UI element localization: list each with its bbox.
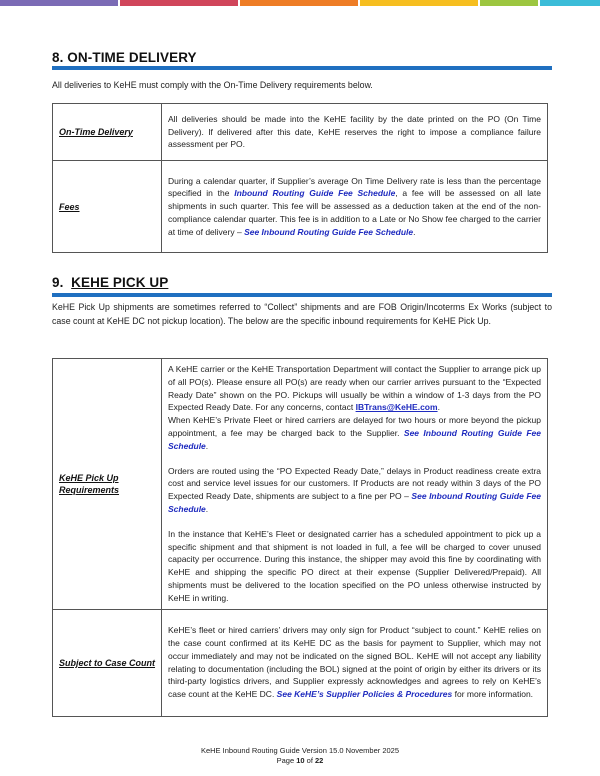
page-prefix: Page <box>276 756 297 765</box>
case-count-text: KeHE’s fleet or hired carriers’ drivers may only sign for Product “subject to count.” KeHE relies on the case count confirmed at its KeHE DC as the basis for payment to Supplier, which may not occur immediately and may not be indicated on the signed BOL. KeHE will not accept any liability relating to documentation (including the BOL) signed at the point of origin by either its drivers or its third-party logistics drivers, and Supplier expressly acknowledges and agrees to rely on KeHE’s case count at the KeHE DC. <box>168 625 541 700</box>
row-label-pickup-requirements: KeHE Pick Up Requirements <box>53 359 162 610</box>
color-bar-segment <box>540 0 600 6</box>
pickup-paragraph <box>168 363 541 414</box>
pickup-text: . <box>205 503 209 514</box>
fee-schedule-link[interactable]: See Inbound Routing Guide Fee Schedule <box>244 226 414 237</box>
paragraph-gap <box>168 516 541 528</box>
row-label-case-count: Subject to Case Count <box>53 609 162 716</box>
table-row <box>53 359 548 610</box>
section-9-heading: KEHE PICK UP <box>71 275 169 290</box>
pickup-paragraph <box>168 414 541 452</box>
pickup-text: . <box>205 440 209 451</box>
page-of: of <box>304 756 316 765</box>
footer-version: KeHE Inbound Routing Guide Version 15.0 November 2025 <box>200 746 400 755</box>
section-9-intro: KeHE Pick Up shipments are sometimes referred to “Collect” shipments and are FOB Origin/Incoterms Ex Works (subject to case count at KeHE DC not pickup location). The below are the specific inbound requirements for KeHE Pick Up. <box>52 302 552 326</box>
section-9-rule <box>52 293 552 297</box>
page-total: 22 <box>315 756 324 765</box>
fees-text: , a fee will be assessed on all late shipments in such quarter. This fee will be assessed as a deduction taken at the end of the non-compliance calendar quarter. This fee is in addition to a Late or No Show fee charged to the carrier at time of delivery – <box>168 188 541 237</box>
pickup-text: A KeHE carrier or the KeHE Transportation Department will contact the Supplier to arrange pick up of all PO(s). Please ensure all PO(s) are ready when our carrier arrives pursuant to the “Expected Ready Date” shown on the PO. Pickups will usually be within a window of 1-3 days from the PO Expected Ready Date. For any concerns, contact <box>168 364 541 413</box>
pickup-text: . <box>437 402 440 413</box>
row-text-on-time-delivery: All deliveries should be made into the KeHE facility by the date printed on the PO (On Time Delivery). If delivered after this date, KeHE reserves the right to impose a compliance failure assessment per PO. <box>162 104 548 161</box>
table-row <box>53 104 548 161</box>
section-8-intro: All deliveries to KeHE must comply with the On-Time Delivery requirements below. <box>52 80 373 90</box>
row-label-on-time-delivery: On-Time Delivery <box>53 104 162 161</box>
color-bar-segment <box>360 0 478 6</box>
row-text-case-count <box>162 609 548 716</box>
page-number: 10 <box>296 756 305 765</box>
fee-schedule-link[interactable]: See Inbound Routing Guide Fee Schedule <box>168 491 541 514</box>
row-text-pickup-requirements <box>162 359 548 610</box>
footer <box>0 746 600 766</box>
section-9-title <box>52 275 168 290</box>
pickup-paragraph <box>168 465 541 516</box>
color-bar-segment <box>480 0 538 6</box>
row-label-fees: Fees <box>53 161 162 253</box>
section-9-number: 9. <box>52 275 64 290</box>
contact-email-link[interactable]: IBTrans@KeHE.com <box>355 402 438 413</box>
kehe-pickup-table <box>52 358 548 717</box>
section-8-rule <box>52 66 552 70</box>
table-row <box>53 609 548 716</box>
color-bar-segment <box>240 0 358 6</box>
footer-page <box>0 756 600 766</box>
table-row <box>53 161 548 253</box>
paragraph-gap <box>168 453 541 465</box>
pickup-paragraph: In the instance that KeHE’s Fleet or designated carrier has a scheduled appointment to pick up a specific shipment and that shipment is not loaded in full, a fee will be charged to cover unused capacity per occurrence. During this instance, the shipper may avoid this fine by coordinating with KeHE and shipping the specific PO direct at their expense (Supplier Delivered/Prepaid). All shipments must be delivered to the location specified on the PO unless otherwise instructed by KeHE in writing. <box>168 528 541 603</box>
color-bar-segment <box>0 0 118 6</box>
on-time-delivery-table <box>52 103 548 253</box>
supplier-policies-link[interactable]: See KeHE’s Supplier Policies & Procedures <box>276 689 453 700</box>
section-8-title: 8. ON-TIME DELIVERY <box>52 50 197 65</box>
fee-schedule-link[interactable]: See Inbound Routing Guide Fee Schedule <box>168 427 541 451</box>
color-bar-segment <box>120 0 238 6</box>
row-text-fees <box>162 161 548 253</box>
case-count-text: for more information. <box>452 689 534 700</box>
pickup-text: When KeHE’s Private Fleet or hired carriers are delayed for two hours or more beyond the pickup appointment, a fee may be charged back to the Supplier. <box>168 415 541 438</box>
fees-text: During a calendar quarter, if Supplier’s average On Time Delivery rate is less than the percentage specified in the <box>168 175 541 199</box>
fees-text: . <box>413 226 416 237</box>
fee-schedule-link[interactable]: Inbound Routing Guide Fee Schedule <box>234 188 396 199</box>
top-color-bar <box>0 0 600 6</box>
pickup-text: Orders are routed using the “PO Expected Ready Date,” delays in Product readiness create extra cost and service level issues for our customers. If Products are not ready within 3 days of the PO Expected Ready Date, shipments are subject to a fine per PO – <box>168 465 541 502</box>
